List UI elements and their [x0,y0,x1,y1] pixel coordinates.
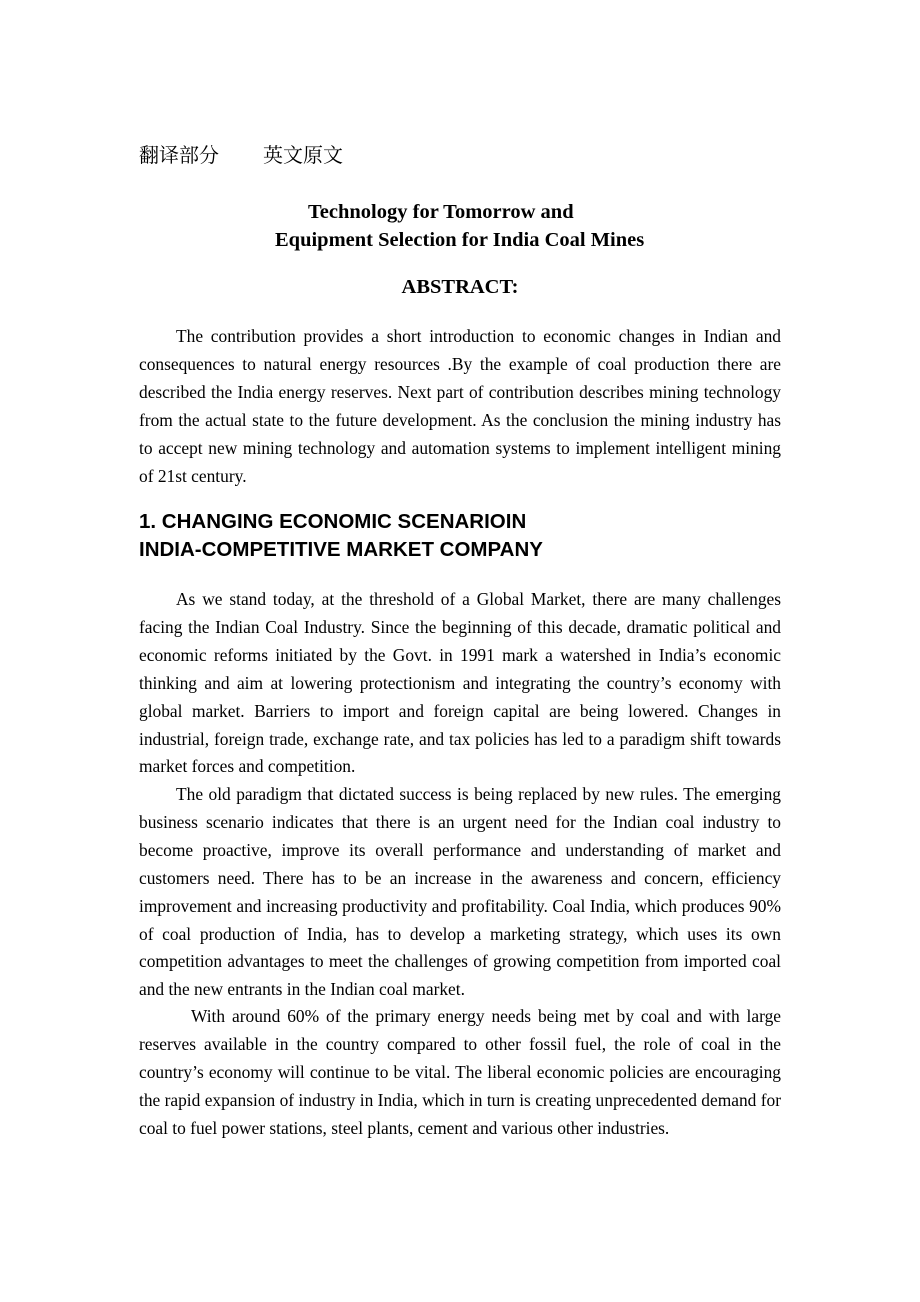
header-translation-label: 翻译部分 [139,143,219,167]
header-original-label: 英文原文 [263,143,343,167]
abstract-heading: ABSTRACT: [401,276,519,298]
abstract-paragraph: The contribution provides a short introduction to economic changes in Indian and consequences to natural energy resources .By the example of coal production there are described the India energy reserves. Next part of contribution describes mining technology from the actual state to the future development. As the conclusion the mining industry has to accept new mining technology and automation systems to implement intelligent mining of 21st century. [139,326,781,486]
body-paragraph: As we stand today, at the threshold of a Global Market, there are many challenges facing the Indian Coal Industry. Since the beginning of this decade, dramatic political and economic reforms initiated by the Govt. in 1991 mark a watershed in India’s economic thinking and aim at lowering protectionism and integrating the country’s economy with global market. Barriers to import and foreign capital are being lowered. Changes in industrial, foreign trade, exchange rate, and tax policies has led to a paradigm shift towards market forces and competition. [139,589,781,777]
body-paragraph: With around 60% of the primary energy needs being met by coal and with large reserves available in the country compared to other fossil fuel, the role of coal in the country’s economy will continue to be vital. The liberal economic policies are encouraging the rapid expansion of industry in India, which in turn is creating unprecedented demand for coal to fuel power stations, steel plants, cement and various other industries. [139,1006,781,1138]
section-1-heading [139,508,781,564]
document-title-line-1: Technology for Tomorrow and [308,201,574,223]
document-title-line-2: Equipment Selection for India Coal Mines [275,229,645,251]
section-1-heading-line-1: 1. CHANGING ECONOMIC SCENARIOIN [139,510,527,533]
section-header [139,141,343,169]
section-1-heading-line-2: INDIA-COMPETITIVE MARKET COMPANY [139,538,543,561]
body-paragraph: The old paradigm that dictated success is being replaced by new rules. The emerging business scenario indicates that there is an urgent need for the Indian coal industry to become proactive, improve its overall performance and understanding of market and customers need. There has to be an increase in the awareness and concern, efficiency improvement and increasing productivity and profitability. Coal India, which produces 90% of coal production of India, has to develop a marketing strategy, which uses its own competition advantages to meet the challenges of growing competition from imported coal and the new entrants in the Indian coal market. [139,784,781,1000]
